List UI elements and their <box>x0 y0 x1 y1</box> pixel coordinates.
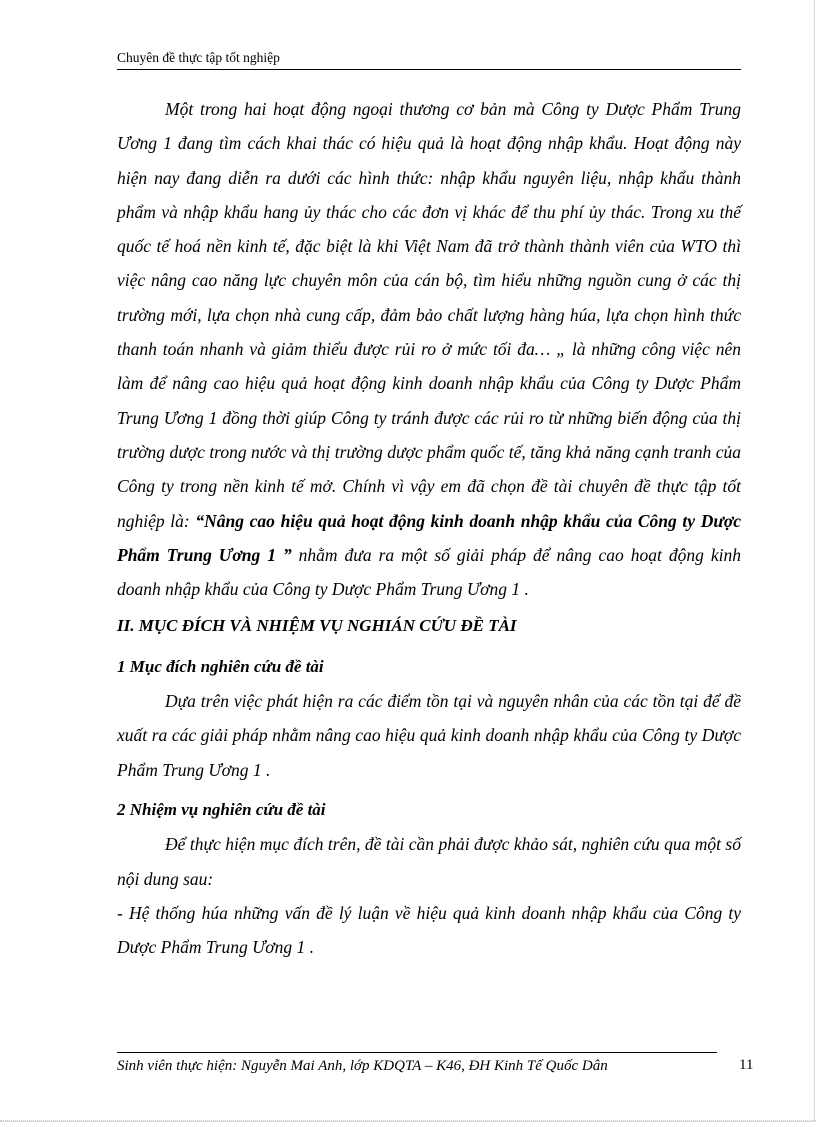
header-title: Chuyên đề thực tập tốt nghiệp <box>117 50 280 65</box>
tasks-paragraph: Để thực hiện mục đích trên, đề tài cần phải được khảo sát, nghiên cứu qua một số nội dung sau: <box>117 834 741 889</box>
intro-paragraph-text-a: Một trong hai hoạt động ngoại thương cơ bản mà Công ty Dược Phẩm Trung Ương 1 đang tìm cách khai thác có hiệu quả là hoạt động nhập khẩu. Hoạt động này hiện nay đang diễn ra dưới các hình thức: nhập khẩu nguyên liệu, nhập khẩu thành phẩm và nhập khẩu hang ủy thác cho các đơn vị khác để thu phí ủy thác. Trong xu thế quốc tế hoá nền kinh tế, đặc biệt là khi Việt Nam đã trở thành thành viên của WTO thì việc nâng cao năng lực chuyên môn của cán bộ, tìm hiểu những nguồn cung ở các thị trường mới, lựa chọn nhà cung cấp, đảm bảo chất lượng hàng húa, lựa chọn hình thức thanh toán nhanh và giảm thiểu được rủi ro ở mức tối đa… „ là những công việc nên làm để nâng cao hiệu quả hoạt động kinh doanh nhập khẩu của Công ty Dược Phẩm Trung Ương 1 đồng thời giúp Công ty tránh được các rủi ro từ những biến động của thị trường dược trong nước và thị trường dược phẩm quốc tế, tăng khả năng cạnh tranh của Công ty trong nền kinh tế mở. Chính vì vậy em đã chọn đề tài chuyên đề thực tập tốt nghiệp là: <box>117 99 741 531</box>
page-number: 11 <box>739 1057 754 1073</box>
document-body <box>117 92 741 964</box>
page-bottom-divider <box>0 1120 816 1121</box>
footer-author-line: Sinh viên thực hiện: Nguyễn Mai Anh, lớp KDQTA – K46, ĐH Kinh Tế Quốc Dân <box>117 1058 608 1074</box>
page-header <box>117 49 741 70</box>
section-heading: II. MỤC ĐÍCH VÀ NHIỆM VỤ NGHIÁN CỨU ĐỀ TÀI <box>117 616 517 636</box>
subsection-heading-tasks: 2 Nhiệm vụ nghiên cứu đề tài <box>117 799 326 819</box>
thesis-title: “Nâng cao hiệu quả hoạt động kinh doanh nhập khẩu của Công ty Dược Phẩm Trung Ương 1 ” <box>117 510 741 565</box>
intro-paragraph <box>117 92 741 606</box>
tasks-list-item: - Hệ thống húa những vấn đề lý luận về hiệu quả kinh doanh nhập khẩu của Công ty Dược Phẩm Trung Ương 1 . <box>117 902 741 958</box>
purpose-paragraph: Dựa trên việc phát hiện ra các điểm tồn tại và nguyên nhân của các tồn tại để đề xuất ra các giải pháp nhằm nâng cao hiệu quả kinh doanh nhập khẩu của Công ty Dược Phẩm Trung Ương 1 . <box>117 691 741 780</box>
subsection-heading-purpose: 1 Mục đích nghiên cứu đề tài <box>117 656 324 676</box>
footer-divider <box>117 1052 717 1053</box>
intro-paragraph-text-b: nhằm đưa ra một số giải pháp để nâng cao hoạt động kinh doanh nhập khẩu của Công ty Dược Phẩm Trung Ương 1 . <box>117 544 741 600</box>
